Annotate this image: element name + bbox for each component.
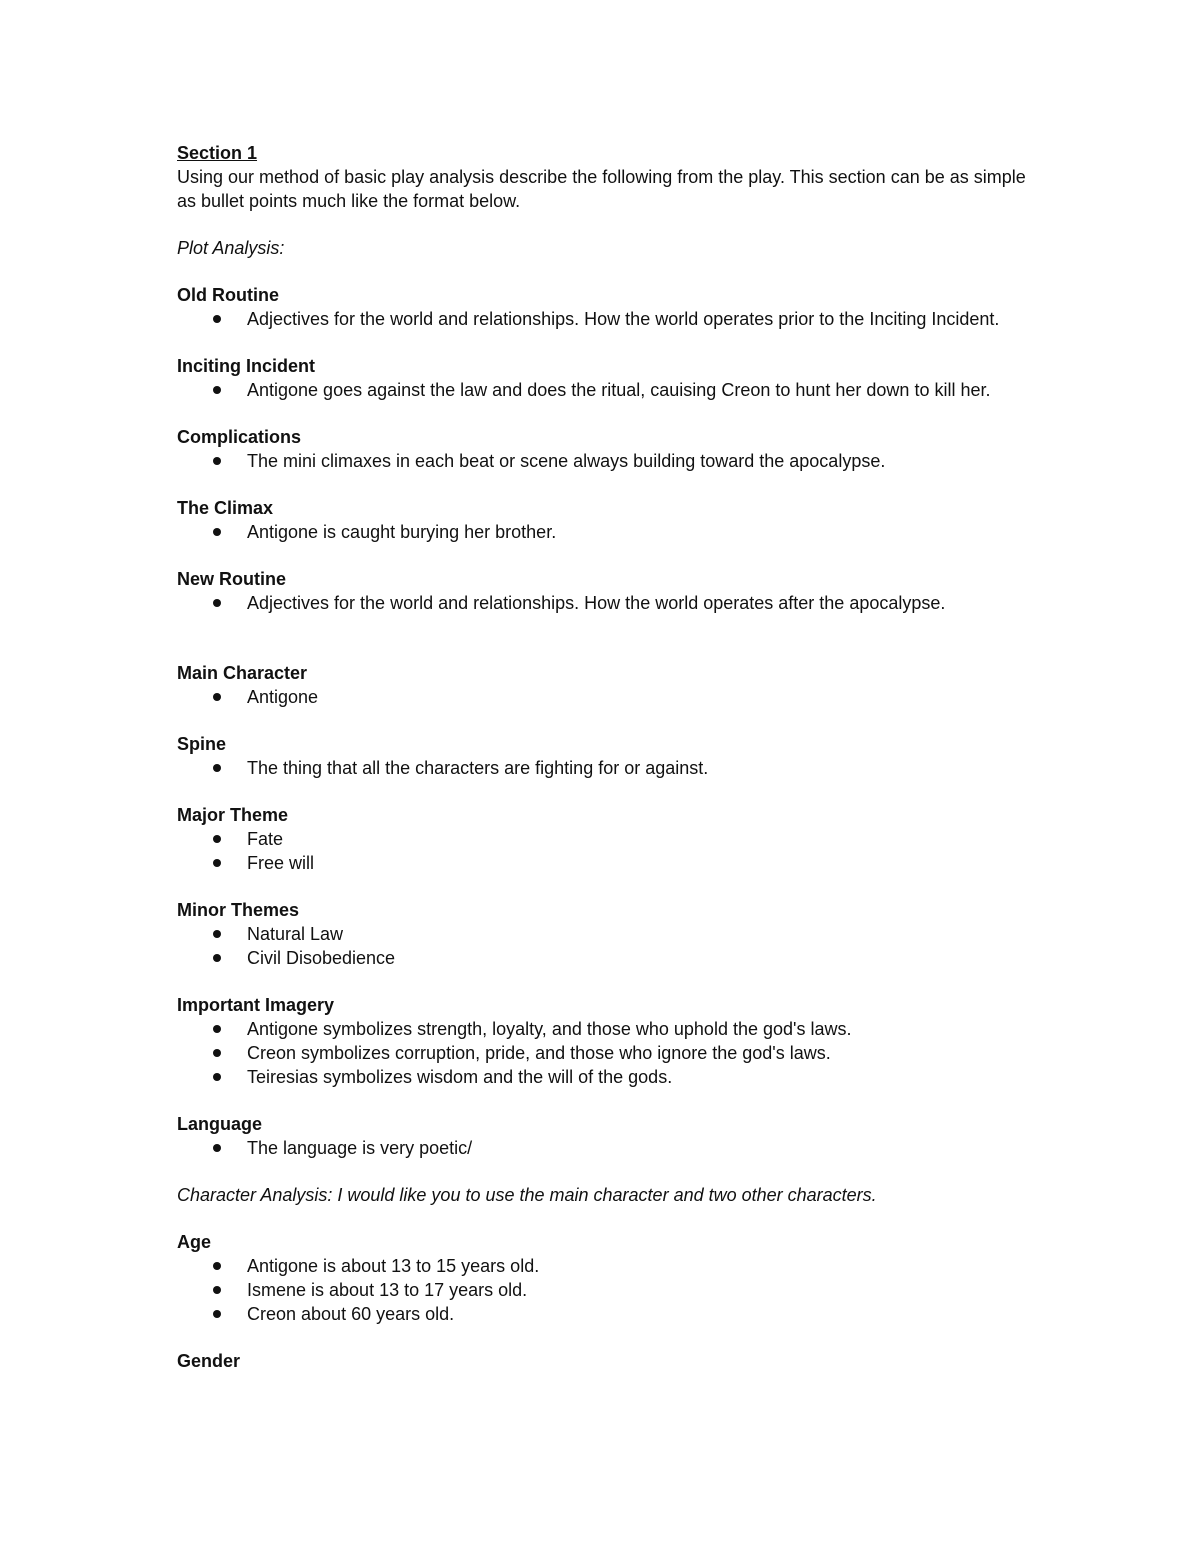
list-item: Natural Law	[177, 922, 1047, 946]
bullet-icon	[213, 599, 221, 607]
bullet-icon	[213, 315, 221, 323]
complications-heading: Complications	[177, 427, 302, 447]
climax-list	[177, 520, 1047, 544]
bullet-icon	[213, 859, 221, 867]
imagery-heading: Important Imagery	[177, 995, 335, 1015]
list-item: Antigone symbolizes strength, loyalty, and those who uphold the god's laws.	[177, 1017, 1047, 1041]
list-item: Antigone is about 13 to 15 years old.	[177, 1254, 1047, 1278]
old-routine-heading: Old Routine	[177, 285, 279, 305]
main-character-list	[177, 685, 1047, 709]
bullet-icon	[213, 457, 221, 465]
bullet-icon	[213, 693, 221, 701]
climax-heading: The Climax	[177, 498, 274, 518]
list-item: Adjectives for the world and relationships. How the world operates after the apocalypse.	[177, 591, 1047, 615]
document-body	[177, 141, 1047, 1373]
new-routine-heading: New Routine	[177, 569, 287, 589]
bullet-icon	[213, 1262, 221, 1270]
minor-themes-heading: Minor Themes	[177, 900, 300, 920]
section-intro: Using our method of basic play analysis describe the following from the play. This section can be as simple as bullet points much like the format below.	[177, 167, 1026, 211]
list-item: Antigone is caught burying her brother.	[177, 520, 1047, 544]
list-item: Free will	[177, 851, 1047, 875]
age-heading: Age	[177, 1232, 212, 1252]
section-title: Section 1	[177, 143, 258, 163]
list-item: Antigone goes against the law and does the ritual, cauising Creon to hunt her down to kill her.	[177, 378, 1047, 402]
bullet-icon	[213, 1310, 221, 1318]
bullet-icon	[213, 1144, 221, 1152]
inciting-incident-heading: Inciting Incident	[177, 356, 315, 376]
major-theme-list	[177, 827, 1047, 875]
bullet-icon	[213, 835, 221, 843]
list-item: Adjectives for the world and relationships. How the world operates prior to the Inciting Incident.	[177, 307, 1047, 331]
major-theme-heading: Major Theme	[177, 805, 289, 825]
spine-list	[177, 756, 1047, 780]
bullet-icon	[213, 954, 221, 962]
language-heading: Language	[177, 1114, 263, 1134]
bullet-icon	[213, 386, 221, 394]
bullet-icon	[213, 764, 221, 772]
list-item: Antigone	[177, 685, 1047, 709]
list-item: Teiresias symbolizes wisdom and the will of the gods.	[177, 1065, 1047, 1089]
list-item: The thing that all the characters are fighting for or against.	[177, 756, 1047, 780]
list-item: Creon symbolizes corruption, pride, and those who ignore the god's laws.	[177, 1041, 1047, 1065]
plot-analysis-label: Plot Analysis:	[177, 238, 285, 258]
spine-heading: Spine	[177, 734, 227, 754]
list-item: The mini climaxes in each beat or scene always building toward the apocalypse.	[177, 449, 1047, 473]
list-item: The language is very poetic/	[177, 1136, 1047, 1160]
new-routine-list	[177, 591, 1047, 615]
language-list	[177, 1136, 1047, 1160]
list-item: Fate	[177, 827, 1047, 851]
gender-heading: Gender	[177, 1351, 241, 1371]
list-item: Creon about 60 years old.	[177, 1302, 1047, 1326]
imagery-list	[177, 1017, 1047, 1089]
bullet-icon	[213, 930, 221, 938]
main-character-heading: Main Character	[177, 663, 308, 683]
age-list	[177, 1254, 1047, 1326]
bullet-icon	[213, 528, 221, 536]
bullet-icon	[213, 1025, 221, 1033]
list-item: Ismene is about 13 to 17 years old.	[177, 1278, 1047, 1302]
bullet-icon	[213, 1073, 221, 1081]
bullet-icon	[213, 1049, 221, 1057]
inciting-incident-list	[177, 378, 1047, 402]
minor-themes-list	[177, 922, 1047, 970]
character-analysis-label: Character Analysis: I would like you to use the main character and two other characters.	[177, 1185, 877, 1205]
old-routine-list	[177, 307, 1047, 331]
bullet-icon	[213, 1286, 221, 1294]
list-item: Civil Disobedience	[177, 946, 1047, 970]
complications-list	[177, 449, 1047, 473]
